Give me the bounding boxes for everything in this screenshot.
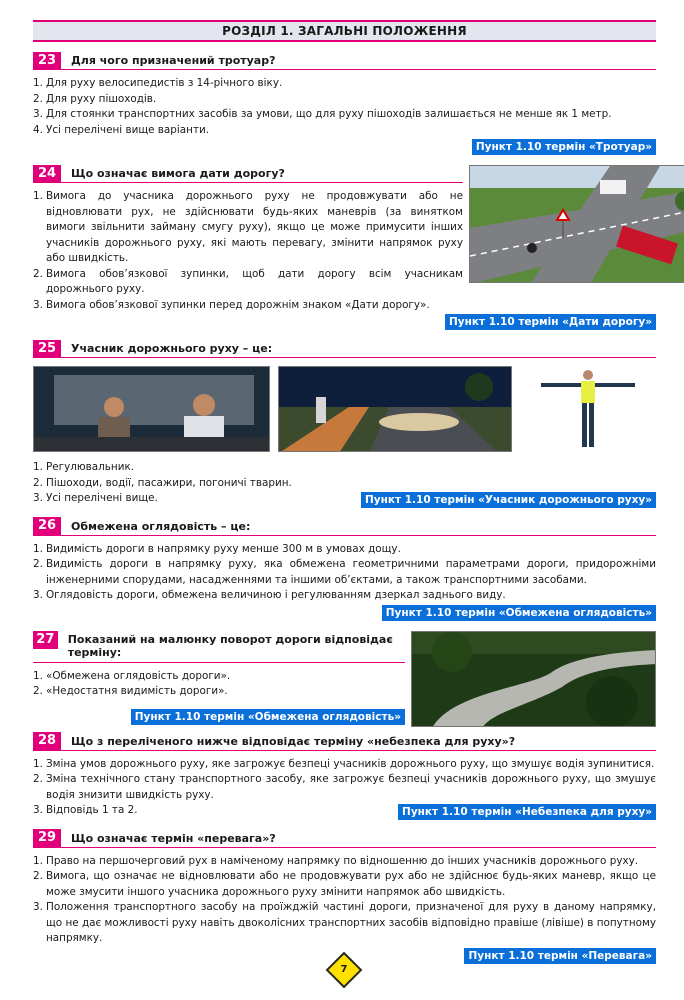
- answer-option[interactable]: 2. Зміна технічного стану транспортного засобу, яке загрожує безпеці учасників дорожнього руху, що змушує водія знизити швидкість руху.: [33, 773, 656, 801]
- answer-list: [33, 189, 463, 313]
- answer-option[interactable]: 2. Пішоходи, водії, пасажири, погоничі тварин.: [33, 476, 292, 489]
- question-number: 27: [33, 631, 58, 649]
- question-28: [33, 733, 656, 820]
- answer-option[interactable]: 1. Регулювальник.: [33, 461, 135, 473]
- question-header: [33, 52, 656, 70]
- answer-option[interactable]: 2. Вимога обов’язкової зупинки, щоб дати дорогу всім учасникам дорожнього руху.: [33, 267, 463, 295]
- rule-reference: Пункт 1.10 термін «Учасник дорожнього руху»: [361, 492, 656, 508]
- question-27: [33, 621, 656, 727]
- answer-option[interactable]: 3. Положення транспортного засобу на проїжджій частині дороги, призначеної для руху в даному напрямку, що не дає можливості руху навіть двоколісних транспортних засобів відповідно правіше (лівіше) в попутному напрямку.: [33, 901, 656, 944]
- answer-option[interactable]: 2. «Недостатня видимість дороги».: [33, 685, 228, 697]
- intersection-illustration: [469, 165, 684, 283]
- question-number: 29: [33, 829, 61, 847]
- answer-list: [33, 854, 656, 947]
- question-title: Показаний на малюнку поворот дороги відповідає терміну:: [67, 632, 393, 659]
- rule-reference: Пункт 1.10 термін «Обмежена оглядовість»: [382, 605, 656, 621]
- rule-reference: Пункт 1.10 термін «Дати дорогу»: [445, 314, 656, 330]
- question-header: [33, 733, 656, 751]
- traffic-controller-image: [520, 366, 655, 452]
- answer-option[interactable]: 3. Відповідь 1 та 2.: [33, 804, 138, 816]
- answer-list: [33, 669, 405, 700]
- answer-list: [33, 542, 656, 604]
- answer-option[interactable]: 3. Для стоянки транспортних засобів за умови, що для руху пішоходів залишається не менше як 1 метр.: [33, 108, 612, 120]
- question-26: [33, 518, 656, 621]
- question-title: Що означає вимога дати дорогу?: [71, 167, 285, 180]
- rule-reference: Пункт 1.10 термін «Перевага»: [464, 948, 656, 964]
- question-title: Що з переліченого нижче відповідає терміну «небезпека для руху»?: [71, 734, 516, 748]
- question-number: 26: [33, 517, 61, 535]
- question-header: [33, 340, 656, 358]
- question-header: [33, 631, 405, 663]
- answer-option[interactable]: 2. Видимість дороги в напрямку руху, яка обмежена геометричними параметрами дороги, придорожніми інженерними спорудами, насадженнями та іншими об’єктами, а також транспортними засобами.: [33, 558, 656, 586]
- rule-reference: Пункт 1.10 термін «Обмежена оглядовість»: [131, 709, 405, 725]
- answer-option[interactable]: 3. Усі перелічені вище.: [33, 492, 158, 504]
- question-title: Обмежена оглядовість – це:: [71, 519, 251, 533]
- answer-option[interactable]: 1. Зміна умов дорожнього руху, яке загрожує безпеці учасників дорожнього руху, що змушує водія зупинитися.: [33, 757, 655, 770]
- question-header: [33, 165, 463, 183]
- question-title: Для чого призначений тротуар?: [71, 54, 276, 67]
- question-24: [33, 155, 656, 330]
- question-header: [33, 830, 656, 848]
- question-number: 28: [33, 732, 61, 750]
- road-curve-image: [411, 631, 656, 727]
- page: [33, 20, 656, 964]
- answer-option[interactable]: 1. Право на першочерговий рух в наміченому напрямку по відношенню до інших учасників дорожнього руху.: [33, 854, 639, 867]
- question-23: [33, 52, 656, 155]
- car-interior-image: [33, 366, 270, 452]
- pedestrians-animals-image: [278, 366, 512, 452]
- question-number: 24: [33, 165, 61, 183]
- answer-option[interactable]: 3. Вимога обов’язкової зупинки перед дорожнім знаком «Дати дорогу».: [33, 298, 430, 311]
- chapter-title: РОЗДІЛ 1. ЗАГАЛЬНІ ПОЛОЖЕННЯ: [33, 20, 656, 42]
- answer-option[interactable]: 2. Для руху пішоходів.: [33, 92, 157, 105]
- question-29: [33, 830, 656, 964]
- rule-reference: Пункт 1.10 термін «Тротуар»: [472, 139, 656, 155]
- answer-option[interactable]: 1. «Обмежена оглядовість дороги».: [33, 669, 231, 682]
- answer-option[interactable]: 1. Видимість дороги в напрямку руху менше 300 м в умовах дощу.: [33, 542, 401, 555]
- question-title: Учасник дорожнього руху – це:: [71, 342, 273, 355]
- page-number: 7: [340, 964, 348, 975]
- question-25: [33, 340, 656, 508]
- question-header: [33, 518, 656, 536]
- answer-list: [33, 76, 656, 138]
- question-number: 25: [33, 340, 61, 358]
- question-title: Що означає термін «перевага»?: [71, 831, 276, 845]
- answer-option[interactable]: 1. Для руху велосипедистів з 14-річного віку.: [33, 77, 283, 89]
- question-number: 23: [33, 52, 61, 70]
- answer-option[interactable]: 2. Вимога, що означає не відновлювати або не продовжувати рух або не здійснює будь-яких маневр, якщо це може змусити іншого учасника дорожнього руху змінити напрямок або швидкість.: [33, 870, 656, 898]
- answer-option[interactable]: 4. Усі перелічені вище варіанти.: [33, 123, 210, 136]
- answer-option[interactable]: 3. Оглядовість дороги, обмежена величиною і регулюванням дзеркал заднього виду.: [33, 589, 506, 601]
- answer-option[interactable]: 1. Вимога до учасника дорожнього руху не продовжувати або не відновлювати рух, не здійснювати будь-яких маневрів (за винятком вимоги звільнити займану смугу руху), якщо це може примусити інших учасників дорожнього руху, які мають перевагу, змінити напрямок руху або швидкість.: [33, 190, 463, 264]
- rule-reference: Пункт 1.10 термін «Небезпека для руху»: [398, 804, 656, 820]
